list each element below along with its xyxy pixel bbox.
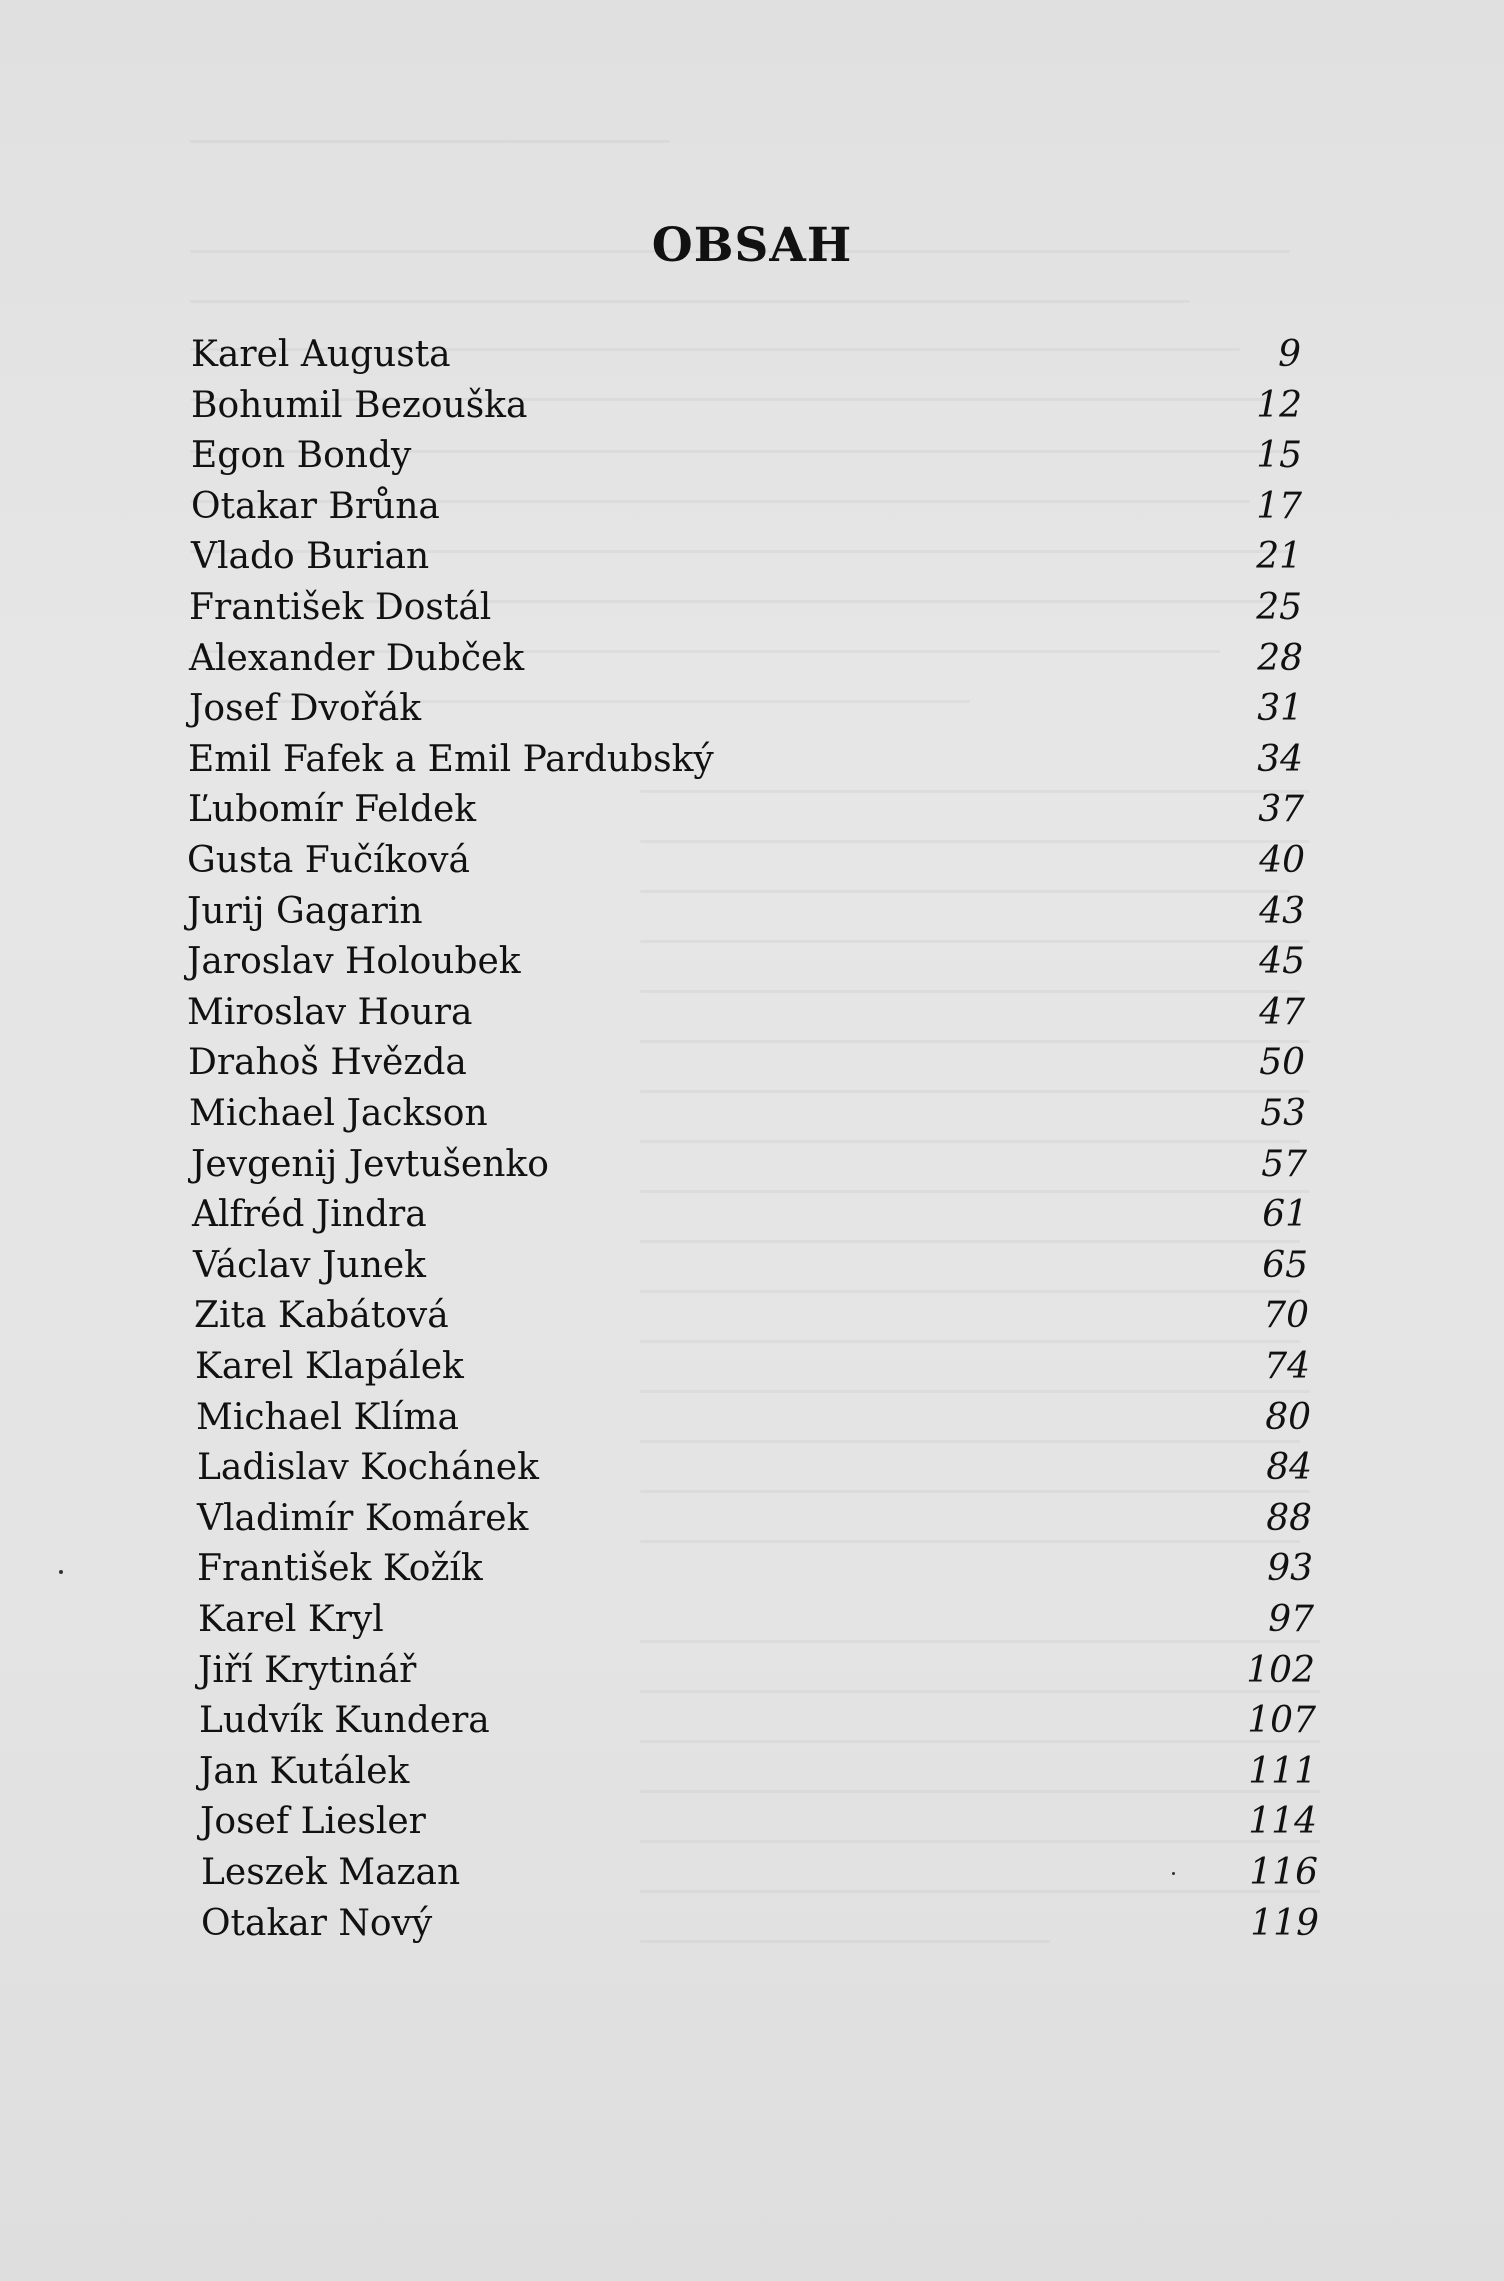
toc-entry-name: František Kožík <box>197 1548 483 1589</box>
toc-entry <box>187 988 1305 1038</box>
toc-entry-page-number: 80 <box>1265 1397 1311 1438</box>
toc-entry-page-number: 40 <box>1259 840 1305 881</box>
toc-entry-page-number: 21 <box>1256 536 1302 577</box>
toc-entry-name: Bohumil Bezouška <box>191 385 528 426</box>
toc-entry <box>191 1140 1307 1190</box>
toc-entry <box>191 381 1302 431</box>
toc-entry <box>197 1494 1312 1544</box>
toc-entry-page-number: 70 <box>1263 1295 1309 1336</box>
toc-entry-name: Miroslav Houra <box>187 992 473 1033</box>
bleed-through-line <box>190 300 1190 303</box>
toc-entry-page-number: 12 <box>1256 385 1302 426</box>
toc-entry-name: Zita Kabátová <box>194 1295 449 1336</box>
toc-entry-name: Karel Augusta <box>191 334 451 375</box>
toc-entry <box>189 634 1303 684</box>
toc-entry-page-number: 114 <box>1248 1801 1317 1842</box>
toc-entry-name: Michael Jackson <box>189 1093 488 1134</box>
toc-entry-page-number: 61 <box>1262 1194 1308 1235</box>
toc-entry-name: Jan Kutálek <box>199 1751 410 1792</box>
toc-entry-page-number: 17 <box>1256 486 1302 527</box>
toc-entry <box>188 1038 1305 1088</box>
toc-entry-name: František Dostál <box>189 587 492 628</box>
toc-entry-page-number: 84 <box>1266 1447 1312 1488</box>
toc-entry-page-number: 57 <box>1261 1144 1307 1185</box>
toc-entry-name: Leszek Mazan <box>201 1852 461 1893</box>
toc-entry <box>187 836 1305 886</box>
toc-entry-page-number: 50 <box>1259 1042 1305 1083</box>
toc-entry-page-number: 31 <box>1257 688 1303 729</box>
toc-entry-name: Ladislav Kochánek <box>197 1447 539 1488</box>
toc-entry-name: Otakar Brůna <box>191 486 440 527</box>
toc-entry <box>187 937 1305 987</box>
toc-entry-name: Michael Klíma <box>196 1397 459 1438</box>
toc-entry-page-number: 97 <box>1268 1599 1314 1640</box>
dust-speck <box>59 1570 63 1574</box>
toc-entry-page-number: 25 <box>1256 587 1302 628</box>
toc-entry <box>189 1089 1306 1139</box>
toc-entry-page-number: 37 <box>1258 789 1304 830</box>
toc-entry <box>199 1696 1316 1746</box>
toc-entry-name: Josef Liesler <box>200 1801 426 1842</box>
toc-entry-name: Jevgenij Jevtušenko <box>191 1144 549 1185</box>
toc-entry <box>191 482 1302 532</box>
toc-entry <box>197 1443 1312 1493</box>
toc-entry <box>188 735 1303 785</box>
toc-entry-page-number: 45 <box>1259 941 1305 982</box>
toc-entry <box>198 1646 1315 1696</box>
toc-entry-page-number: 28 <box>1257 638 1303 679</box>
toc-entry-page-number: 43 <box>1259 891 1305 932</box>
toc-entry-page-number: 74 <box>1264 1346 1310 1387</box>
toc-entry-name: Otakar Nový <box>201 1903 433 1944</box>
toc-entry <box>188 785 1304 835</box>
toc-entry <box>201 1848 1318 1898</box>
toc-entry-page-number: 102 <box>1246 1650 1315 1691</box>
toc-entry-name: Josef Dvořák <box>189 688 422 729</box>
toc-entry <box>189 684 1303 734</box>
toc-entry-page-number: 15 <box>1256 435 1302 476</box>
toc-entry-page-number: 93 <box>1267 1548 1313 1589</box>
toc-entry <box>189 583 1302 633</box>
toc-entry <box>191 431 1302 481</box>
page-title: OBSAH <box>651 218 853 273</box>
toc-entry <box>194 1291 1309 1341</box>
toc-entry <box>197 1544 1313 1594</box>
toc-entry-name: Jiří Krytinář <box>198 1650 417 1691</box>
toc-entry-page-number: 107 <box>1247 1700 1316 1741</box>
toc-entry <box>199 1747 1317 1797</box>
toc-entry-name: Emil Fafek a Emil Pardubský <box>188 739 714 780</box>
toc-entry <box>191 532 1302 582</box>
toc-entry <box>187 887 1305 937</box>
toc-entry-page-number: 9 <box>1278 334 1301 375</box>
toc-entry <box>193 1241 1308 1291</box>
toc-entry-page-number: 65 <box>1262 1245 1308 1286</box>
toc-entry-name: Drahoš Hvězda <box>188 1042 467 1083</box>
toc-entry-name: Alexander Dubček <box>189 638 525 679</box>
toc-entry-page-number: 88 <box>1266 1498 1312 1539</box>
toc-entry <box>200 1797 1317 1847</box>
toc-entry-name: Alfréd Jindra <box>192 1194 427 1235</box>
toc-entry <box>196 1393 1311 1443</box>
toc-entry-name: Ľubomír Feldek <box>188 789 477 830</box>
bleed-through-line <box>190 140 670 143</box>
toc-entry-name: Vladimír Komárek <box>197 1498 529 1539</box>
toc-entry-page-number: 116 <box>1249 1852 1318 1893</box>
toc-entry <box>195 1342 1310 1392</box>
toc-entry-name: Jaroslav Holoubek <box>187 941 521 982</box>
dust-speck <box>1172 1872 1175 1875</box>
toc-entry-page-number: 119 <box>1250 1903 1319 1944</box>
toc-entry-name: Karel Kryl <box>198 1599 384 1640</box>
toc-entry-name: Gusta Fučíková <box>187 840 470 881</box>
toc-entry-page-number: 111 <box>1248 1751 1317 1792</box>
toc-entry-name: Václav Junek <box>193 1245 426 1286</box>
toc-entry <box>191 330 1301 380</box>
toc-entry <box>198 1595 1314 1645</box>
toc-entry <box>192 1190 1308 1240</box>
toc-entry-page-number: 34 <box>1257 739 1303 780</box>
toc-entry-name: Vlado Burian <box>191 536 430 577</box>
toc-entry <box>201 1899 1319 1949</box>
toc-entry-name: Ludvík Kundera <box>199 1700 490 1741</box>
toc-entry-page-number: 47 <box>1259 992 1305 1033</box>
toc-entry-name: Egon Bondy <box>191 435 412 476</box>
toc-entry-name: Jurij Gagarin <box>187 891 423 932</box>
toc-entry-name: Karel Klapálek <box>195 1346 464 1387</box>
toc-entry-page-number: 53 <box>1260 1093 1306 1134</box>
